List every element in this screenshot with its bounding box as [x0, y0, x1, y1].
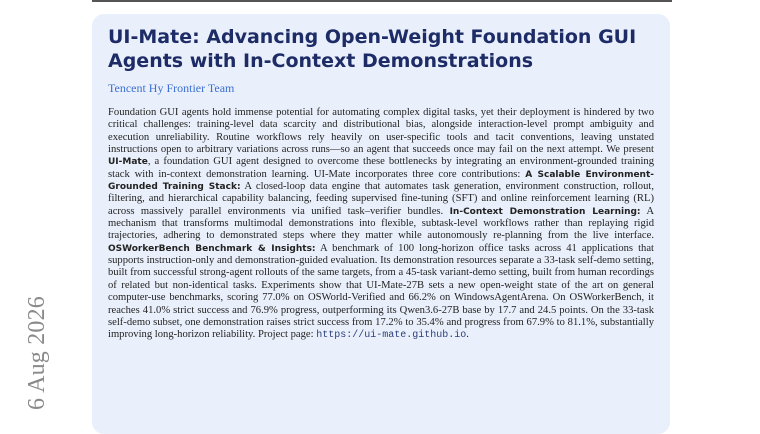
paper-authors: Tencent Hy Frontier Team [108, 81, 235, 95]
abstract-part-4: A mechanism that transforms multimodal demonstrations into flexible, subtask-level workflows rather than replaying rigid trajectories, adhering to demonstrated steps where they matter while autonomously re-planning from the live interface. [108, 205, 655, 242]
model-name: UI-Mate [108, 157, 148, 168]
abstract-part-2: , a foundation GUI agent designed to overcome these bottlenecks by integrating an environment-grounded training stack with in-context demonstration learning. UI-Mate incorporates three core contributions: [108, 156, 654, 180]
contribution-3-heading: OSWorkerBench Benchmark & Insights: [108, 243, 316, 254]
abstract-part-6: . [466, 329, 469, 341]
abstract-text [108, 107, 654, 343]
contribution-1-heading: A Scalable Environment-Grounded Training Stack: [108, 169, 654, 193]
abstract-part-1: Foundation GUI agents hold immense potential for automating complex digital tasks, yet their deployment is hindered by two critical challenges: training-level data scarcity and distributional bias, alongside interaction-level prompt ambiguity and execution unreliability. Routine workflows rely heavily on user-specific tools and tacit conventions, leaving unstated instructions open to arbitrary variations across runs—so an agent that succeeds once may fail on the next attempt. We present [108, 107, 654, 156]
project-page-link[interactable]: https://ui-mate.github.io [316, 330, 467, 342]
contribution-2-heading: In-Context Demonstration Learning: [449, 206, 641, 217]
abstract-part-3: A closed-loop data engine that automates task generation, environment construction, rollout, filtering, and hierarchical capability balancing, feeding supervised fine-tuning (SFT) and online reinforcement learning (RL) across massively parallel environments via unified task–verifier bundles. [108, 181, 654, 217]
arxiv-date-stamp [20, 290, 60, 410]
top-rule [92, 0, 672, 2]
paper-title: UI-Mate: Advancing Open-Weight Foundation GUI Agents with In-Context Demonstrations [108, 26, 637, 72]
date-stamp-text: 6 Aug 2026 [24, 295, 50, 410]
abstract-part-5: A benchmark of 100 long-horizon office tasks across 41 applications that supports instruction-only and demonstration-guided evaluation. Its demonstration resources separate a 33-task self-demo setting, built from successful strong-agent rollouts of the same targets, from a 45-task variant-demo setting, built from human recordings of related but non-identical tasks. Experiments show that UI-Mate-27B sets a new open-weight state of the art on general computer-use benchmarks, scoring 77.0% on OSWorld-Verified and 66.2% on WindowsAgentArena. On OSWorkerBench, it reaches 41.0% strict success and 76.9% progress, outperforming its Qwen3.6-27B base by 17.7 and 24.5 points. On the 33-task self-demo subset, one demonstration raises strict success from 17.2% to 35.4% and progress from 67.9% to 81.1%, substantially improving long-horizon reliability. Project page: [108, 242, 655, 341]
